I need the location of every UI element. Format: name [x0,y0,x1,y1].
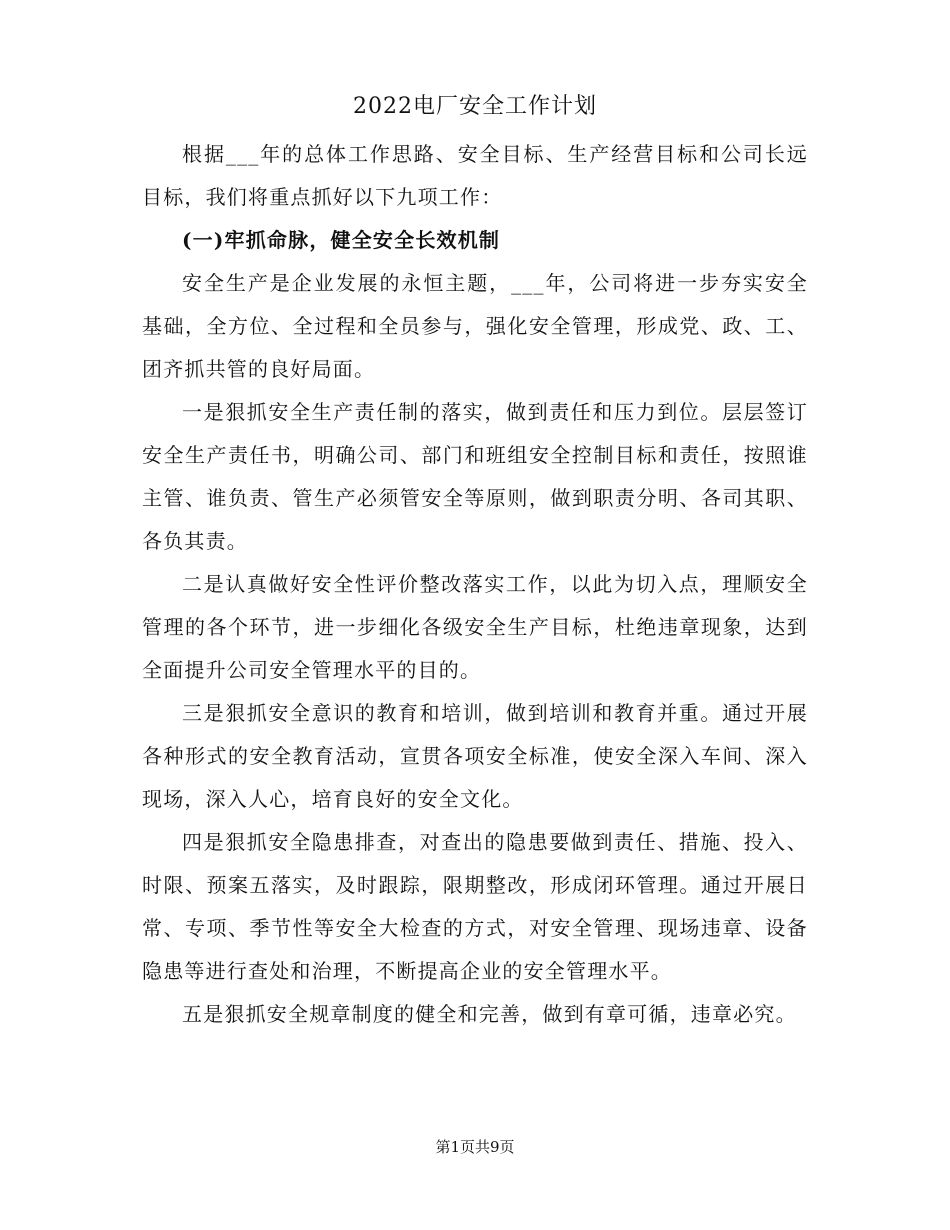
paragraph-item-2: 二是认真做好安全性评价整改落实工作，以此为切入点，理顺安全管理的各个环节，进一步细化各级安全生产目标，杜绝违章现象，达到全面提升公司安全管理水平的目的。 [142,572,808,682]
paragraph-item-4: 四是狠抓安全隐患排查，对查出的隐患要做到责任、措施、投入、时限、预案五落实，及时跟踪，限期整改，形成闭环管理。通过开展日常、专项、季节性等安全大检查的方式，对安全管理、现场违章、设备隐患等进行查处和治理，不断提高企业的安全管理水平。 [142,830,808,983]
paragraph-item-1: 一是狠抓安全生产责任制的落实，做到责任和压力到位。层层签订安全生产责任书，明确公司、部门和班组安全控制目标和责任，按照谁主管、谁负责、管生产必须管安全等原则，做到职责分明、各司其职、各负其责。 [142,400,808,553]
paragraph-item-5: 五是狠抓安全规章制度的健全和完善，做到有章可循，违章必究。 [182,1002,797,1026]
paragraph-section-intro: 安全生产是企业发展的永恒主题，___年，公司将进一步夯实安全基础，全方位、全过程和全员参与，强化安全管理，形成党、政、工、团齐抓共管的良好局面。 [142,271,808,381]
paragraph-intro: 根据___年的总体工作思路、安全目标、生产经营目标和公司长远目标，我们将重点抓好以下九项工作： [142,142,808,209]
section-heading: (一)牢抓命脉，健全安全长效机制 [182,228,501,252]
document-body [142,133,808,1036]
page-footer: 第1页共9页 [435,1138,515,1156]
document-title: 2022电厂安全工作计划 [353,94,597,119]
paragraph-item-3: 三是狠抓安全意识的教育和培训，做到培训和教育并重。通过开展各种形式的安全教育活动，宣贯各项安全标准，使安全深入车间、深入现场，深入人心，培育良好的安全文化。 [142,701,808,811]
